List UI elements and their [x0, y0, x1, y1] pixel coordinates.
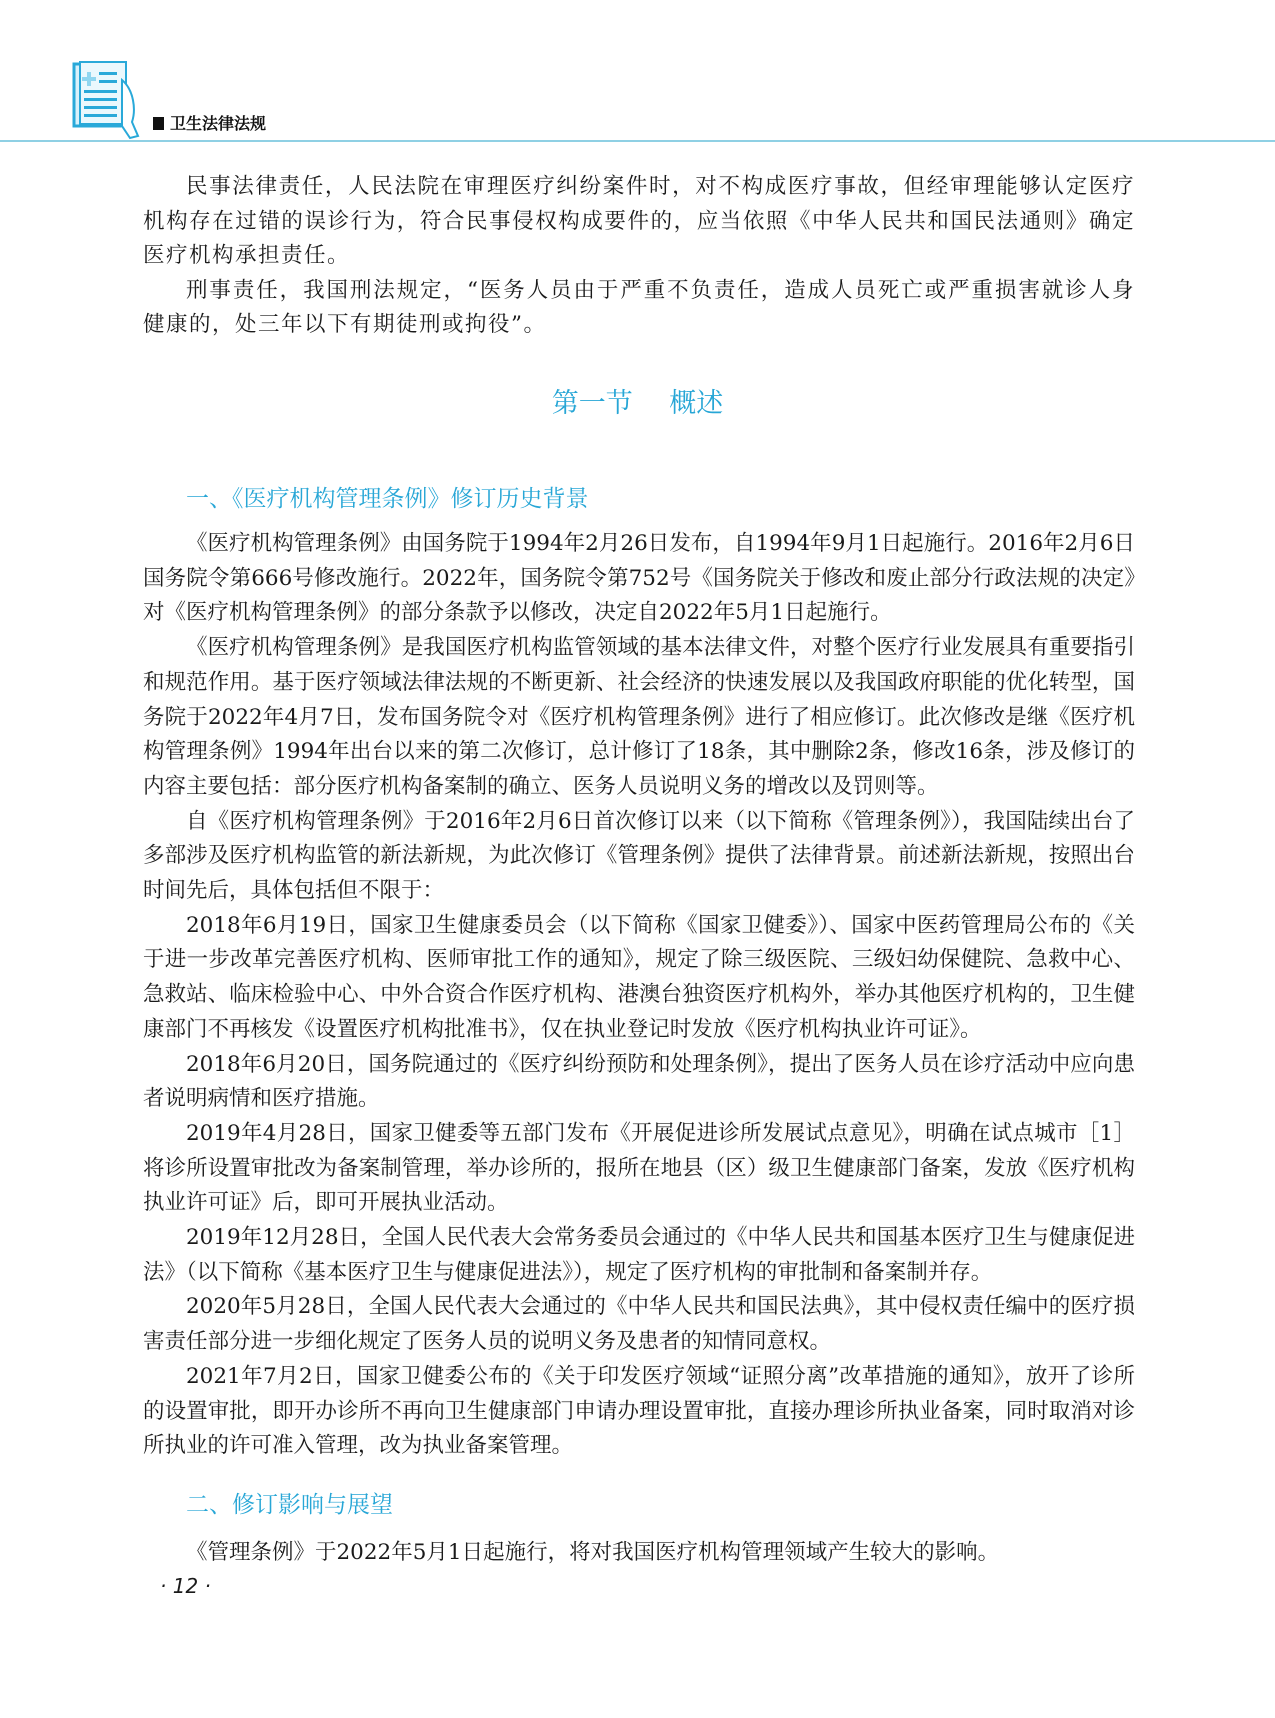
- paragraph: 2019年12月28日，全国人民代表大会常务委员会通过的《中华人民共和国基本医疗卫生与健康促进法》（以下简称《基本医疗卫生与健康促进法》），规定了医疗机构的审批制和备案制并存。: [143, 1225, 1135, 1285]
- square-bullet-icon: [153, 117, 164, 130]
- paragraph: 《医疗机构管理条例》由国务院于1994年2月26日发布，自1994年9月1日起施行。2016年2月6日国务院令第666号修改施行。2022年，国务院令第752号《国务院关于修改和废止部分行政法规的决定》对《医疗机构管理条例》的部分条款予以修改，决定自2022年5月1日起施行。: [143, 531, 1135, 626]
- header-divider: [0, 140, 1275, 142]
- paragraph: 2020年5月28日，全国人民代表大会通过的《中华人民共和国民法典》，其中侵权责任编中的医疗损害责任部分进一步细化规定了医务人员的说明义务及患者的知情同意权。: [143, 1294, 1135, 1355]
- paragraph: 刑事责任，我国刑法规定，“医务人员由于严重不负责任，造成人员死亡或严重损害就诊人身健康的，处三年以下有期徒刑或拘役”。: [143, 277, 1135, 337]
- medical-document-hand-icon: [72, 60, 144, 140]
- paragraph: 2019年4月28日，国家卫健委等五部门发布《开展促进诊所发展试点意见》，明确在试点城市［1］将诊所设置审批改为备案制管理，举办诊所的，报所在地县（区）级卫生健康部门备案，发放《医疗机构执业许可证》后，即可开展执业活动。: [143, 1120, 1135, 1216]
- paragraph: 2021年7月2日，国家卫健委公布的《关于印发医疗领域“证照分离”改革措施的通知》，放开了诊所的设置审批，即开办诊所不再向卫生健康部门申请办理设置审批，直接办理诊所执业备案，同时取消对诊所执业的许可准入管理，改为执业备案管理。: [143, 1363, 1135, 1459]
- section-1-text: [143, 527, 1135, 1464]
- section-title: 第一节 概述: [551, 388, 724, 419]
- paragraph: 民事法律责任，人民法院在审理医疗纠纷案件时，对不构成医疗事故，但经审理能够认定医疗机构存在过错的误诊行为，符合民事侵权构成要件的，应当依照《中华人民共和国民法通则》确定医疗机构承担责任。: [143, 174, 1135, 268]
- paragraph: 2018年6月20日，国务院通过的《医疗纠纷预防和处理条例》，提出了医务人员在诊疗活动中应向患者说明病情和医疗措施。: [143, 1051, 1135, 1112]
- paragraph: 《医疗机构管理条例》是我国医疗机构监管领域的基本法律文件，对整个医疗行业发展具有重要指引和规范作用。基于医疗领域法律法规的不断更新、社会经济的快速发展以及我国政府职能的优化转型，国务院于2022年4月7日，发布国务院令对《医疗机构管理条例》进行了相应修订。此次修改是继《医疗机构管理条例》1994年出台以来的第二次修订，总计修订了18条，其中删除2条，修改16条，涉及修订的内容主要包括：部分医疗机构备案制的确立、医务人员说明义务的增改以及罚则等。: [143, 635, 1135, 799]
- page-number: · 12 ·: [160, 1574, 211, 1598]
- intro-text: [143, 170, 1135, 343]
- paragraph: 自《医疗机构管理条例》于2016年2月6日首次修订以来（以下简称《管理条例》），我国陆续出台了多部涉及医疗机构监管的新法新规，为此次修订《管理条例》提供了法律背景。前述新法新规，按照出台时间先后，具体包括但不限于：: [143, 808, 1135, 904]
- paragraph: 2018年6月19日，国家卫生健康委员会（以下简称《国家卫健委》）、国家中医药管理局公布的《关于进一步改革完善医疗机构、医师审批工作的通知》，规定了除三级医院、三级妇幼保健院、急救中心、急救站、临床检验中心、中外合资合作医疗机构、港澳台独资医疗机构外，举办其他医疗机构的，卫生健康部门不再核发《设置医疗机构批准书》，仅在执业登记时发放《医疗机构执业许可证》。: [143, 912, 1135, 1042]
- running-title: 卫生法律法规: [170, 114, 267, 133]
- heading-1: 一、《医疗机构管理条例》修订历史背景: [186, 486, 589, 512]
- running-header: [153, 111, 266, 134]
- paragraph: 《管理条例》于2022年5月1日起施行，将对我国医疗机构管理领域产生较大的影响。: [186, 1540, 1000, 1565]
- section-2-text: [143, 1536, 1135, 1571]
- heading-2: 二、修订影响与展望: [186, 1492, 393, 1518]
